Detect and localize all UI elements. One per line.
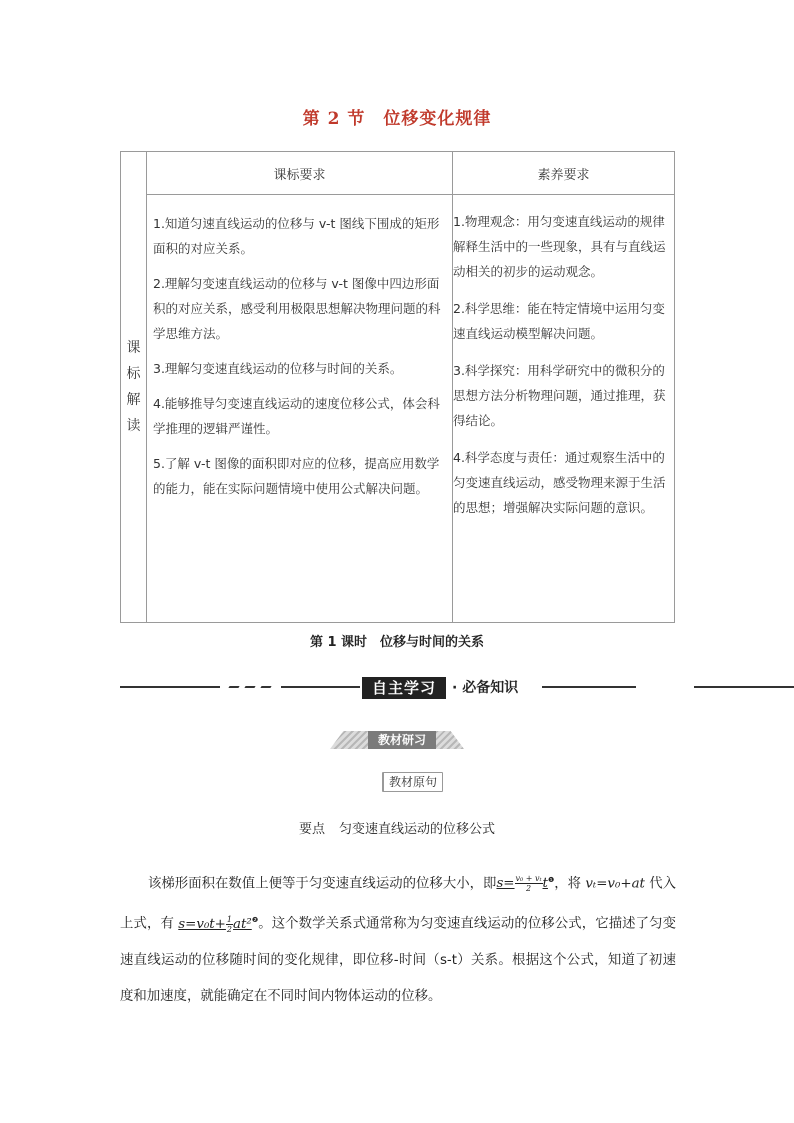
curriculum-requirements-list [147, 195, 452, 501]
textbook-source-label: 教材原句 [382, 772, 443, 792]
textbook-study-tag: 教材研习 [368, 731, 436, 749]
list-item: 1.物理观念：用匀变速直线运动的规律解释生活中的一些现象，具有与直线运动相关的初步的运动观念。 [453, 214, 666, 279]
banner-rule-edge [694, 686, 794, 688]
list-item: 2.科学思维：能在特定情境中运用匀变速直线运动模型解决问题。 [453, 301, 665, 341]
body-text-start: 该梯形面积在数值上便等于匀变速直线运动的位移大小，即 [148, 876, 497, 892]
self-study-badge: 自主学习 [362, 677, 446, 699]
fraction: $\frac{1}{2}$ [226, 914, 233, 934]
list-item: 3.理解匀变速直线运动的位移与时间的关系。 [153, 361, 403, 376]
side-label-char: 解 [126, 392, 141, 408]
displacement-formula-average: s= $\frac{\text{v₀ + vₜ}}{2}$ t [496, 874, 548, 894]
side-label-char: 标 [126, 366, 141, 382]
outline-side-label [121, 152, 147, 623]
key-point-label: 要点 [298, 822, 325, 837]
body-text-end: 代入上式，有 [120, 876, 676, 932]
banner-dash [260, 686, 271, 688]
velocity-formula: vₜ=v₀+at [585, 876, 645, 892]
body-text-mid: ，将 [554, 876, 586, 892]
annotation-marker: ❶ [547, 876, 555, 884]
banner-rule-left [120, 686, 220, 688]
competency-requirements-cell [453, 195, 675, 623]
curriculum-outline-table [120, 151, 675, 623]
curriculum-requirements-header: 课标要求 [147, 152, 453, 195]
banner-rule-mid [281, 686, 360, 688]
competency-requirements-list [453, 195, 674, 520]
list-item: 3.科学探究：用科学研究中的微积分的思想方法分析物理问题，通过推理，获得结论。 [453, 363, 666, 428]
section-title: 第 2 节 位移变化规律 [302, 109, 492, 129]
annotation-marker: ❷ [251, 916, 259, 925]
banner-rule-right [542, 686, 636, 688]
key-point-title: 匀变速直线运动的位移公式 [339, 822, 496, 837]
side-label-char: 读 [126, 418, 141, 434]
banner-dash [244, 686, 255, 688]
banner-dash [228, 686, 239, 688]
fraction: $\frac{\text{v₀ + vₜ}}{2}$ [515, 874, 542, 894]
lesson-title: 第 1 课时 位移与时间的关系 [309, 635, 485, 650]
body-text-rest: 。这个数学关系式通常称为匀变速直线运动的位移公式，它描述了匀变速直线运动的位移随时间的变化规律，即位移-时间（s-t）关系。根据这个公式，知道了初速度和加速度，就能确定在不同时间内物体运动的位移。 [120, 916, 677, 1004]
list-item: 4.科学态度与责任：通过观察生活中的匀变速直线运动，感受物理来源于生活的思想；增强解决实际问题的意识。 [453, 450, 666, 515]
list-item: 4.能够推导匀变速直线运动的速度位移公式，体会科学推理的逻辑严谨性。 [153, 396, 440, 436]
list-item: 1.知道匀速直线运动的位移与 v-t 图线下围成的矩形面积的对应关系。 [153, 216, 440, 256]
competency-requirements-header: 素养要求 [453, 152, 675, 195]
curriculum-requirements-cell [147, 195, 453, 623]
body-paragraph [120, 862, 676, 1015]
list-item: 2.理解匀变速直线运动的位移与 v-t 图像中四边形面积的对应关系，感受利用极限思想解决物理问题的科学思维方法。 [153, 276, 441, 341]
displacement-formula: s=v₀t+ $\frac{1}{2}$ at² [178, 914, 252, 934]
key-point-heading [0, 818, 794, 837]
side-label-char: 课 [126, 340, 141, 356]
list-item: 5.了解 v-t 图像的面积即对应的位移，提高应用数学的能力，能在实际问题情境中使用公式解决问题。 [153, 456, 440, 496]
banner-subtitle: · 必备知识 [452, 680, 519, 696]
